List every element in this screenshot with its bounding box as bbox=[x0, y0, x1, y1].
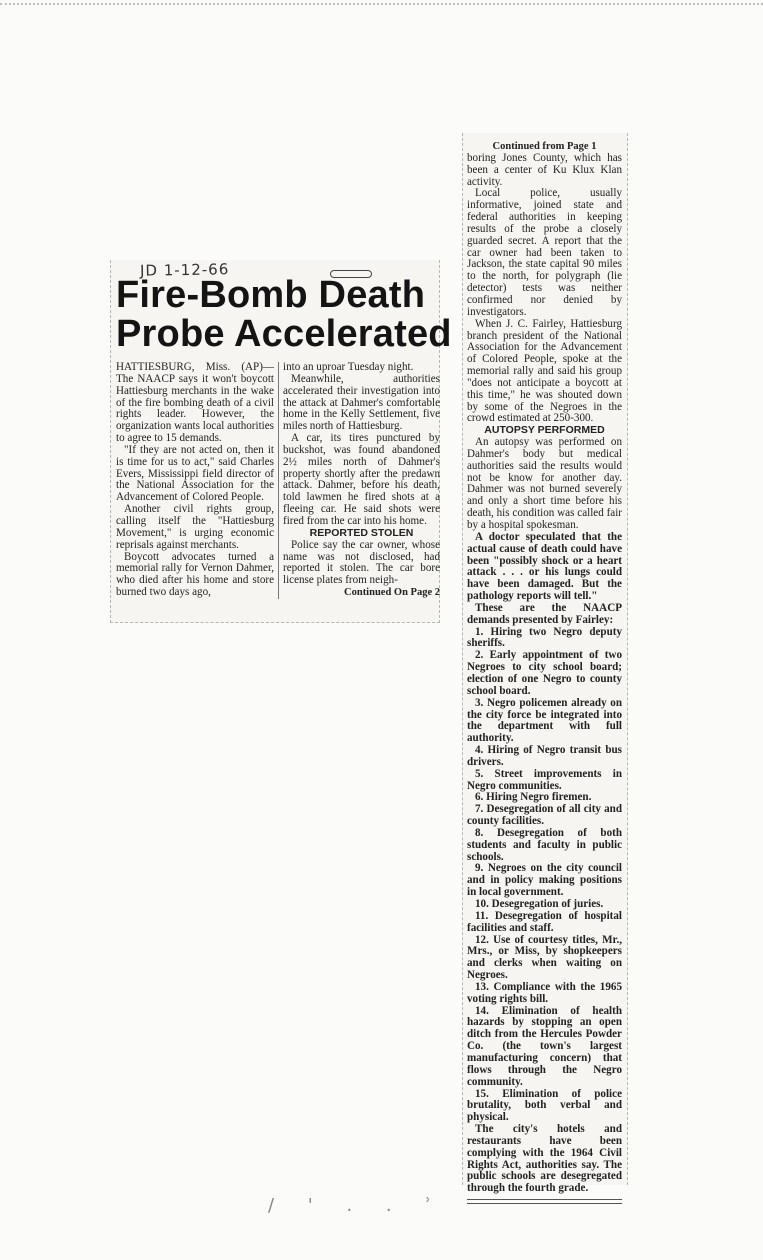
list-item: 1. Hiring two Negro deputy sheriffs. bbox=[467, 625, 622, 650]
paragraph: An autopsy was performed on Dahmer's body but medical authorities said the results would not be know for another day. Dahmer was not burned severely and only a short time before his death, his condition was called fair by a hospital spokesman. bbox=[467, 436, 622, 531]
headline-line-2: Probe Accelerated bbox=[116, 313, 452, 355]
bottom-scribble: / ' . . ʾ bbox=[268, 1195, 445, 1216]
paragraph: HATTIESBURG, Miss. (AP)—The NAACP says it won't boycott Hattiesburg merchants in the wake of the fire bombing death of a civil rights leader. However, the organization wants local authorities to agree to 15 demands. bbox=[116, 361, 274, 445]
continued-from-label: Continued from Page 1 bbox=[492, 141, 597, 152]
list-item: 8. Desegregation of both students and faculty in public schools. bbox=[467, 826, 622, 863]
list-item: 12. Use of courtesy titles, Mr., Mrs., or Miss, by shopkeepers and clerks when waiting on Negroes. bbox=[467, 933, 622, 982]
list-item: 15. Elimination of police brutality, both verbal and physical. bbox=[467, 1087, 622, 1124]
headline-line-1: Fire-Bomb Death bbox=[116, 274, 426, 316]
paragraph: into an uproar Tuesday night. bbox=[283, 361, 414, 373]
list-item: 3. Negro policemen already on the city force be integrated into the department with full authority. bbox=[467, 696, 622, 745]
demands-list bbox=[467, 627, 622, 1124]
headline bbox=[116, 274, 452, 355]
list-item: 6. Hiring Negro firemen. bbox=[475, 791, 592, 804]
article-column-2 bbox=[278, 362, 440, 599]
scan-top-border bbox=[0, 3, 763, 5]
list-item: 11. Desegregation of hospital facilities and staff. bbox=[467, 909, 622, 934]
paragraph: Meanwhile, authorities accelerated their investigation into the attack at Dahmer's comfortable home in the Kelly Settlement, five miles north of Hattiesburg. bbox=[283, 372, 440, 433]
paragraph: When J. C. Fairley, Hattiesburg branch president of the National Association for the Advancement of Colored People, spoke at the memorial rally and said his group "does not anticipate a boycott at this time," he was shouted down by some of the Negroes in the crowd estimated at 250-300. bbox=[467, 317, 622, 425]
demands-intro: These are the NAACP demands presented by Fairley: bbox=[467, 601, 622, 626]
paragraph: Police say the car owner, whose name was not disclosed, had reported it stolen. The car bore license plates from neigh- bbox=[283, 538, 440, 587]
continued-on-label: Continued On Page 2 bbox=[344, 587, 440, 599]
paragraph: A doctor speculated that the actual cause of death could have been "possibly shock or a heart attack . . . or his lungs could have been damaged. But the pathology reports will tell." bbox=[467, 530, 622, 603]
list-item: 9. Negroes on the city council and in policy making positions in local government. bbox=[467, 862, 622, 899]
list-item: 5. Street improvements in Negro communities. bbox=[467, 767, 622, 792]
subhead: REPORTED STOLEN bbox=[309, 526, 414, 539]
end-rule bbox=[467, 1199, 622, 1204]
article-column-1 bbox=[116, 362, 274, 599]
paragraph: A car, its tires punctured by buckshot, was found abandoned 2½ miles north of Dahmer's property shortly after the predawn attack. Dahmer, before his death, told lawmen he fired shots at a fleeing car. He said shots were fired from the car into his home. bbox=[283, 432, 440, 527]
list-item: 10. Desegregation of juries. bbox=[475, 898, 604, 910]
subhead: AUTOPSY PERFORMED bbox=[484, 424, 605, 437]
handwritten-date-note: JD 1-12-66 bbox=[139, 260, 230, 280]
paragraph: boring Jones County, which has been a center of Ku Klux Klan activity. bbox=[467, 151, 622, 188]
article-column-3 bbox=[467, 141, 622, 1204]
paragraph: Boycott advocates turned a memorial rally for Vernon Dahmer, who died after his home and store burned two days ago, bbox=[116, 550, 274, 599]
paragraph: Another civil rights group, calling itself the "Hattiesburg Movement," is urging economic reprisals against merchants. bbox=[116, 503, 274, 551]
closing-paragraph: The city's hotels and restaurants have been complying with the 1964 Civil Rights Act, authorities say. The public schools are desegregated through the fourth grade. bbox=[467, 1123, 622, 1195]
list-item: 14. Elimination of health hazards by stopping an open ditch from the Hercules Powder Co. (the town's largest manufacturing concern) that flows through the Negro community. bbox=[467, 1004, 622, 1088]
paragraph: Local police, usually informative, joined state and federal authorities in keeping results of the probe a closely guarded secret. A report that the car owner had been taken to Jackson, the state capital 90 miles to the north, for polygraph (lie detector) tests was neither confirmed nor denied by investigators. bbox=[467, 187, 622, 318]
paragraph: "If they are not acted on, then it is time for us to act," said Charles Evers, Mississippi field director of the National Association for the Advancement of Colored People. bbox=[116, 443, 274, 504]
list-item: 13. Compliance with the 1965 voting rights bill. bbox=[467, 980, 622, 1005]
list-item: 2. Early appointment of two Negroes to city school board; election of one Negro to county school board. bbox=[467, 649, 622, 697]
list-item: 7. Desegregation of all city and county facilities. bbox=[467, 803, 622, 828]
list-item: 4. Hiring of Negro transit bus drivers. bbox=[467, 744, 622, 768]
